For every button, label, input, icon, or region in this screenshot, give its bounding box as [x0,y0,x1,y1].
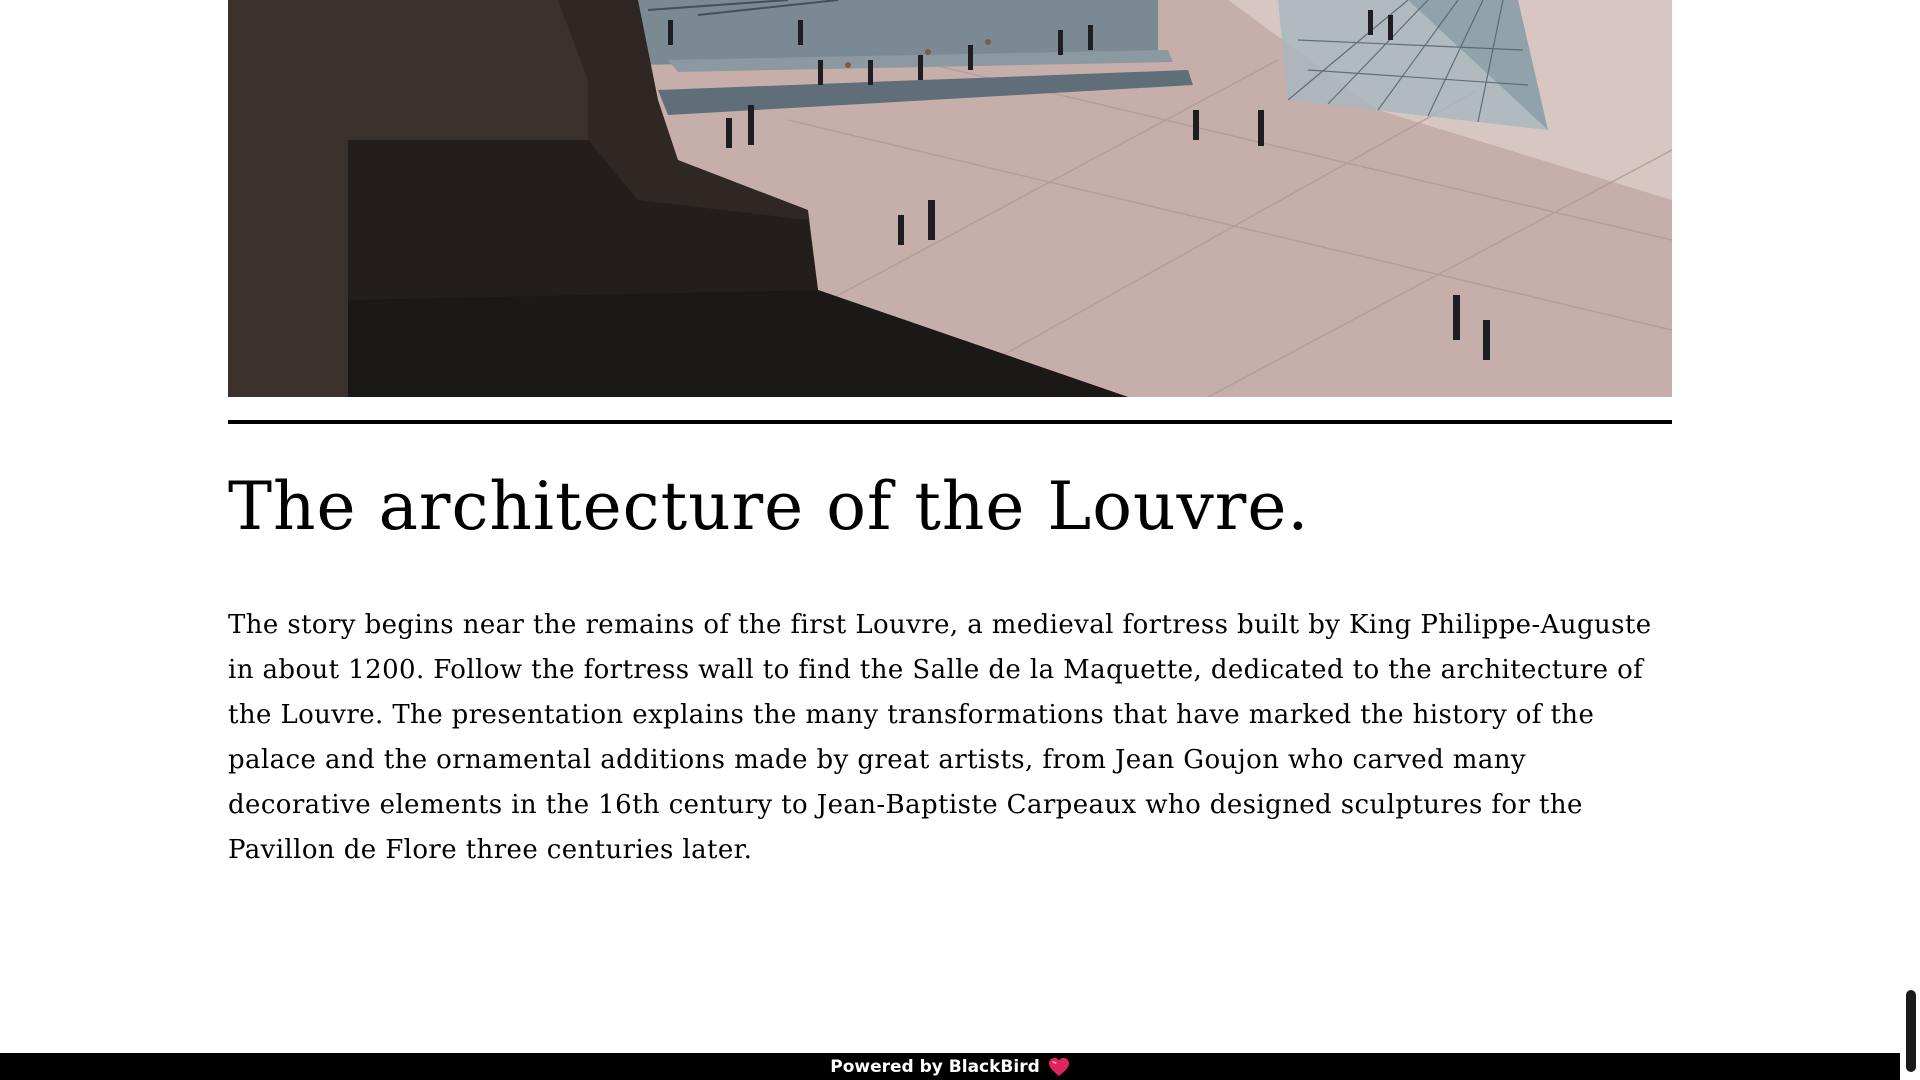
scrollbar-thumb[interactable] [1906,990,1916,1072]
heart-icon [1048,1057,1070,1077]
photo-illustration [228,0,1672,397]
section-divider [228,420,1672,424]
article-body: The story begins near the remains of the first Louvre, a medieval fortress built by King Philippe-Auguste in about 1200. Follow the fortress wall to find the Salle de la Maquette, dedicated to the architecture of the Louvre. The presentation explains the many transformations that have marked the history of the palace and the ornamental additions made by great artists, from Jean Goujon who carved many decorative elements in the 16th century to Jean-Baptiste Carpeaux who designed sculptures for the Pavillon de Flore three centuries later. [228,610,1652,865]
footer-label: Powered by BlackBird [830,1056,1040,1077]
louvre-courtyard-photo [228,0,1672,397]
article-title: The architecture of the Louvre. [228,468,1310,545]
scrollbar-track[interactable] [1900,0,1920,1080]
powered-by-footer[interactable] [0,1053,1900,1080]
